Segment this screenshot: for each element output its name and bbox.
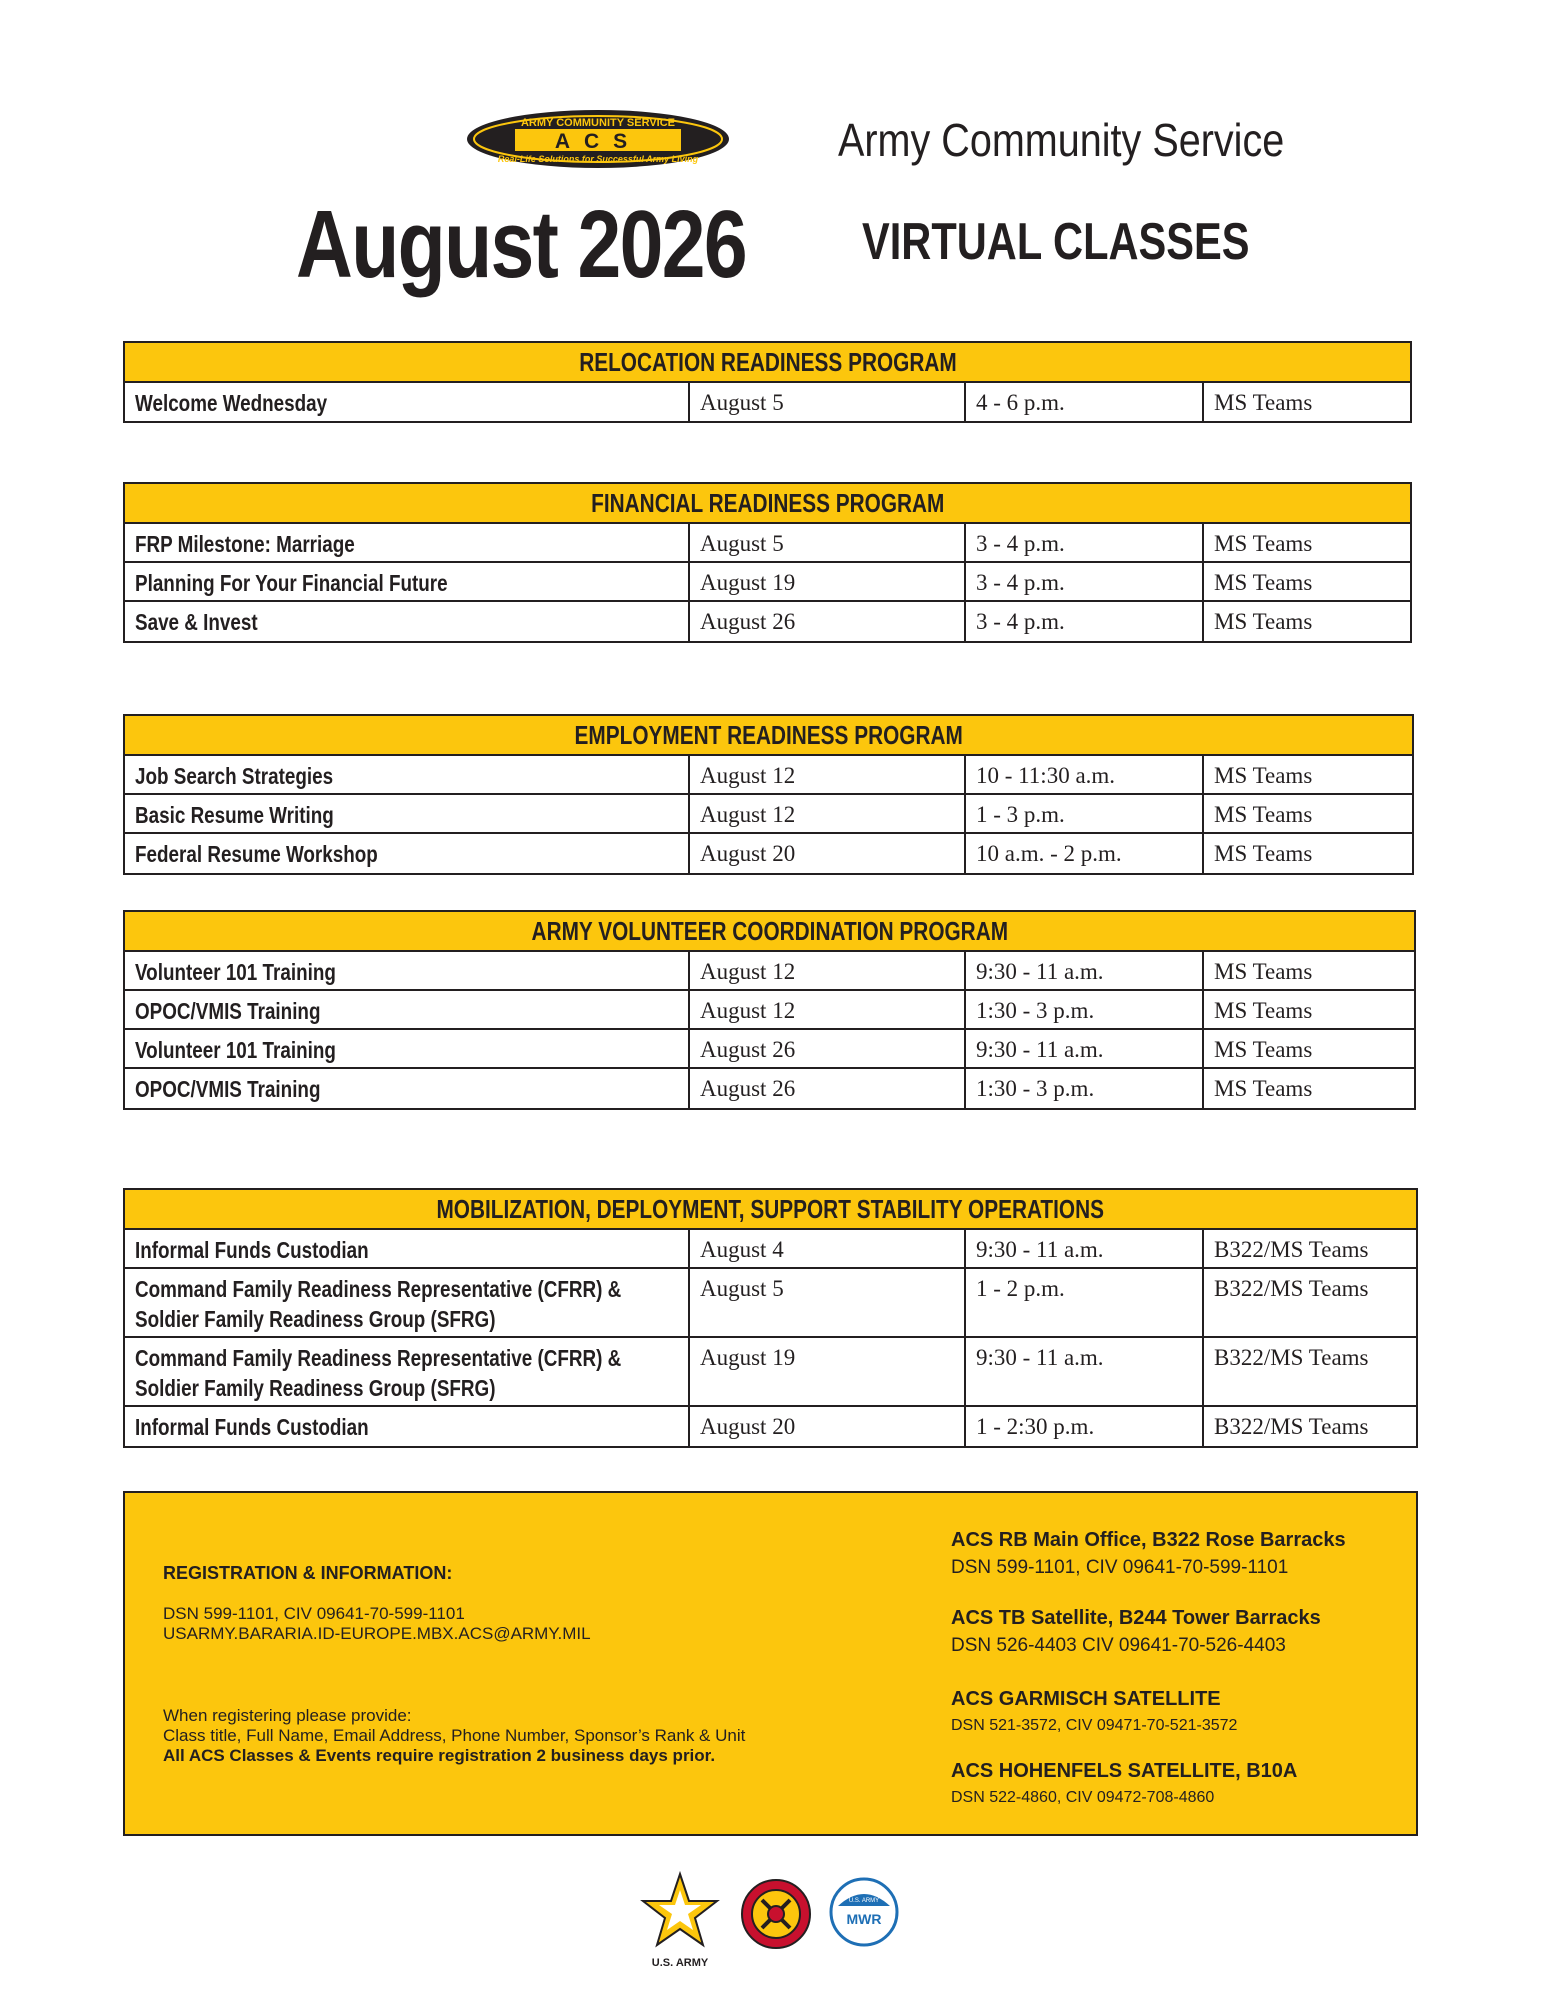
office-name: ACS HOHENFELS SATELLITE, B10A (951, 1760, 1298, 1782)
table-row (125, 602, 1410, 641)
class-title-cell: OPOC/VMIS Training (125, 1069, 690, 1108)
table-row (125, 1269, 1416, 1338)
class-title-cell: Welcome Wednesday (125, 383, 690, 421)
class-location-cell: MS Teams (1214, 998, 1313, 1023)
class-time-cell: 10 - 11:30 a.m. (966, 756, 1204, 793)
program-title: ARMY VOLUNTEER COORDINATION PROGRAM (531, 915, 1008, 946)
office-name: ACS RB Main Office, B322 Rose Barracks (951, 1529, 1346, 1551)
class-location-cell: MS Teams (1214, 609, 1313, 634)
mwr-logo (828, 1876, 900, 1948)
class-time-cell: 3 - 4 p.m. (966, 563, 1204, 600)
table-row (125, 795, 1412, 834)
provide-intro: When registering please provide: (163, 1706, 412, 1725)
class-time-cell: 9:30 - 11 a.m. (966, 1338, 1204, 1405)
class-location-cell: B322/MS Teams (1214, 1276, 1369, 1301)
office-phone: DSN 521-3572, CIV 09471-70-521-3572 (951, 1717, 1238, 1734)
org-name: Army Community Service (838, 114, 1285, 166)
class-title-cell: Command Family Readiness Representative (CFRR) & Soldier Family Readiness Group (SFRG) (125, 1269, 690, 1336)
class-date-cell: August 19 (690, 1338, 966, 1405)
office-name: ACS TB Satellite, B244 Tower Barracks (951, 1607, 1321, 1629)
class-date-cell: August 20 (690, 834, 966, 873)
table-row (125, 756, 1412, 795)
registration-phone: DSN 599-1101, CIV 09641-70-599-1101 (163, 1604, 465, 1623)
class-time-cell: 1 - 3 p.m. (966, 795, 1204, 832)
class-location-cell: MS Teams (1214, 390, 1313, 415)
class-date-cell: August 12 (690, 756, 966, 793)
class-time-cell: 1:30 - 3 p.m. (966, 1069, 1204, 1108)
class-title-cell: OPOC/VMIS Training (125, 991, 690, 1028)
class-time-cell: 3 - 4 p.m. (966, 524, 1204, 561)
table-row (125, 383, 1410, 421)
class-title-cell: Volunteer 101 Training (125, 952, 690, 989)
table-row (125, 1338, 1416, 1407)
class-title-cell: Command Family Readiness Representative (CFRR) & Soldier Family Readiness Group (SFRG) (125, 1338, 690, 1405)
program-header (125, 484, 1410, 524)
us-army-star-logo (640, 1870, 720, 1970)
class-location-cell: MS Teams (1214, 959, 1313, 984)
class-time-cell: 3 - 4 p.m. (966, 602, 1204, 641)
table-row (125, 952, 1414, 991)
logo-tagline: Real-Life Solutions for Successful Army Living (497, 154, 699, 164)
class-date-cell: August 19 (690, 563, 966, 600)
class-location-cell: B322/MS Teams (1214, 1414, 1369, 1439)
program-mobilization-deployment (123, 1188, 1418, 1448)
class-time-cell: 1 - 2:30 p.m. (966, 1407, 1204, 1446)
class-date-cell: August 20 (690, 1407, 966, 1446)
logo-acronym: ACS (554, 130, 642, 153)
class-title-cell: Job Search Strategies (125, 756, 690, 793)
class-title-cell: Basic Resume Writing (125, 795, 690, 832)
table-row (125, 1030, 1414, 1069)
class-title-cell: FRP Milestone: Marriage (125, 524, 690, 561)
class-date-cell: August 12 (690, 952, 966, 989)
table-row (125, 524, 1410, 563)
class-time-cell: 1 - 2 p.m. (966, 1269, 1204, 1336)
program-header (125, 343, 1410, 383)
class-time-cell: 9:30 - 11 a.m. (966, 952, 1204, 989)
registration-email[interactable]: USARMY.BARARIA.ID-EUROPE.MBX.ACS@ARMY.MIL (163, 1624, 591, 1643)
class-date-cell: August 26 (690, 1030, 966, 1067)
table-row (125, 1407, 1416, 1446)
provide-fields: Class title, Full Name, Email Address, Phone Number, Sponsor’s Rank & Unit (163, 1726, 746, 1745)
office-name: ACS GARMISCH SATELLITE (951, 1688, 1221, 1710)
registration-note: All ACS Classes & Events require registration 2 business days prior. (163, 1746, 716, 1765)
program-employment-readiness (123, 714, 1414, 875)
acs-logo (465, 108, 731, 170)
class-location-cell: MS Teams (1214, 841, 1313, 866)
garrison-crest-logo (740, 1878, 812, 1950)
class-location-cell: MS Teams (1214, 531, 1313, 556)
class-date-cell: August 12 (690, 795, 966, 832)
class-date-cell: August 26 (690, 602, 966, 641)
class-date-cell: August 12 (690, 991, 966, 1028)
class-date-cell: August 5 (690, 1269, 966, 1336)
table-row (125, 834, 1412, 873)
program-relocation-readiness (123, 341, 1412, 423)
class-title-cell: Federal Resume Workshop (125, 834, 690, 873)
page-subtitle: VIRTUAL CLASSES (862, 213, 1250, 271)
class-time-cell: 10 a.m. - 2 p.m. (966, 834, 1204, 873)
class-date-cell: August 4 (690, 1230, 966, 1267)
registration-heading: REGISTRATION & INFORMATION: (163, 1563, 453, 1583)
program-header (125, 912, 1414, 952)
class-title-cell: Save & Invest (125, 602, 690, 641)
class-time-cell: 1:30 - 3 p.m. (966, 991, 1204, 1028)
class-date-cell: August 5 (690, 383, 966, 421)
class-date-cell: August 26 (690, 1069, 966, 1108)
office-phone: DSN 526-4403 CIV 09641-70-526-4403 (951, 1635, 1286, 1656)
class-location-cell: B322/MS Teams (1214, 1237, 1369, 1262)
logo-top-text: ARMY COMMUNITY SERVICE (520, 117, 676, 129)
class-location-cell: MS Teams (1214, 1037, 1313, 1062)
class-time-cell: 4 - 6 p.m. (966, 383, 1204, 421)
class-title-cell: Volunteer 101 Training (125, 1030, 690, 1067)
class-title-cell: Informal Funds Custodian (125, 1230, 690, 1267)
program-title: MOBILIZATION, DEPLOYMENT, SUPPORT STABILITY OPERATIONS (436, 1193, 1105, 1224)
class-location-cell: MS Teams (1214, 802, 1313, 827)
month-title: August 2026 (296, 191, 747, 298)
svg-text:MWR: MWR (846, 1911, 882, 1927)
class-location-cell: B322/MS Teams (1214, 1345, 1369, 1370)
program-title: EMPLOYMENT READINESS PROGRAM (574, 719, 963, 750)
table-row (125, 1069, 1414, 1108)
program-header (125, 1190, 1416, 1230)
program-volunteer-coordination (123, 910, 1416, 1110)
svg-text:U.S. ARMY: U.S. ARMY (651, 1957, 709, 1969)
table-row (125, 1230, 1416, 1269)
class-date-cell: August 5 (690, 524, 966, 561)
office-phone: DSN 522-4860, CIV 09472-708-4860 (951, 1789, 1215, 1806)
program-title: FINANCIAL READINESS PROGRAM (590, 487, 945, 518)
registration-info-box (123, 1491, 1418, 1836)
class-time-cell: 9:30 - 11 a.m. (966, 1030, 1204, 1067)
program-header (125, 716, 1412, 756)
class-title-cell: Informal Funds Custodian (125, 1407, 690, 1446)
class-location-cell: MS Teams (1214, 570, 1313, 595)
class-time-cell: 9:30 - 11 a.m. (966, 1230, 1204, 1267)
class-location-cell: MS Teams (1214, 1076, 1313, 1101)
program-title: RELOCATION READINESS PROGRAM (578, 346, 957, 377)
svg-text:U.S. ARMY: U.S. ARMY (848, 1898, 880, 1904)
office-phone: DSN 599-1101, CIV 09641-70-599-1101 (951, 1557, 1289, 1578)
class-title-cell: Planning For Your Financial Future (125, 563, 690, 600)
table-row (125, 563, 1410, 602)
program-financial-readiness (123, 482, 1412, 643)
class-location-cell: MS Teams (1214, 763, 1313, 788)
table-row (125, 991, 1414, 1030)
